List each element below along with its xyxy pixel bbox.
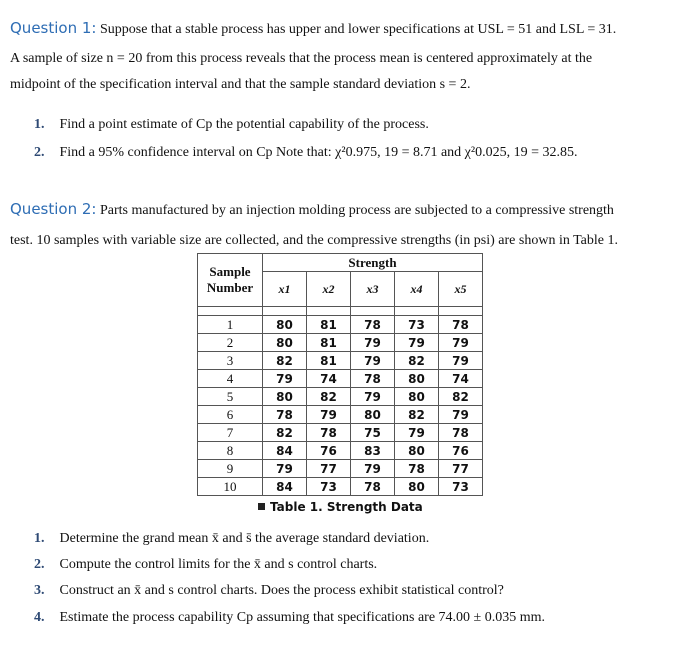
item-text: Determine the grand mean x̄ and s̄ the average standard deviation. [59, 531, 430, 546]
table-row [198, 370, 483, 388]
strength-value-cell: 76 [439, 442, 483, 460]
question2-item-3 [34, 583, 504, 599]
question2-item-1 [34, 531, 429, 547]
item-text: Compute the control limits for the x̄ and s control charts. [59, 557, 378, 572]
strength-value-cell: 82 [395, 406, 439, 424]
strength-value-cell: 83 [351, 442, 395, 460]
sample-number-cell: 2 [198, 334, 263, 352]
strength-value-cell: 84 [263, 442, 307, 460]
strength-value-cell: 79 [439, 406, 483, 424]
strength-value-cell: 82 [263, 424, 307, 442]
column-header-x3: x3 [351, 272, 395, 307]
spacer-cell [307, 307, 351, 316]
column-header-x1: x1 [263, 272, 307, 307]
strength-value-cell: 78 [307, 424, 351, 442]
sample-number-cell: 1 [198, 316, 263, 334]
strength-value-cell: 82 [439, 388, 483, 406]
strength-value-cell: 75 [351, 424, 395, 442]
strength-value-cell: 80 [395, 442, 439, 460]
strength-value-cell: 79 [395, 424, 439, 442]
sample-number-cell: 8 [198, 442, 263, 460]
strength-value-cell: 80 [263, 316, 307, 334]
question1-line1: Suppose that a stable process has upper and lower specifications at USL = 51 and LSL = 31. [99, 22, 617, 37]
item-number: 2. [34, 557, 45, 572]
strength-value-cell: 78 [351, 370, 395, 388]
table-row [198, 316, 483, 334]
spacer-cell [198, 307, 263, 316]
sample-number-cell: 5 [198, 388, 263, 406]
item-text: Find a 95% confidence interval on Cp Note that: χ²0.975, 19 = 8.71 and χ²0.025, 19 = 32.85. [59, 145, 578, 160]
table-caption [258, 500, 423, 514]
table-row [198, 478, 483, 496]
table-row [198, 424, 483, 442]
question2-item-4 [34, 610, 545, 626]
square-bullet-icon [258, 503, 265, 510]
strength-value-cell: 73 [307, 478, 351, 496]
column-header-x5: x5 [439, 272, 483, 307]
question1-line3: midpoint of the specification interval and that the sample standard deviation s = 2. [10, 77, 471, 92]
strength-header: Strength [263, 254, 483, 272]
caption-text: Table 1. Strength Data [270, 500, 423, 514]
strength-value-cell: 78 [395, 460, 439, 478]
item-number: 1. [34, 531, 45, 546]
strength-value-cell: 78 [439, 424, 483, 442]
item-text: Find a point estimate of Cp the potential capability of the process. [59, 117, 429, 132]
strength-value-cell: 77 [439, 460, 483, 478]
question1-title: Question 1: [10, 19, 97, 37]
strength-value-cell: 79 [263, 370, 307, 388]
item-number: 1. [34, 117, 45, 132]
item-number: 3. [34, 583, 45, 598]
strength-value-cell: 80 [395, 478, 439, 496]
sample-number-header: Sample Number [198, 254, 263, 307]
question1-item-2 [34, 145, 577, 161]
strength-value-cell: 84 [263, 478, 307, 496]
strength-value-cell: 73 [439, 478, 483, 496]
strength-value-cell: 79 [439, 334, 483, 352]
sample-number-cell: 4 [198, 370, 263, 388]
strength-value-cell: 77 [307, 460, 351, 478]
spacer-cell [263, 307, 307, 316]
question2-title: Question 2: [10, 200, 97, 218]
question2-line2: test. 10 samples with variable size are collected, and the compressive strengths (in psi) are shown in Table 1. [10, 233, 618, 248]
sample-number-cell: 10 [198, 478, 263, 496]
sample-number-cell: 3 [198, 352, 263, 370]
table-row [198, 352, 483, 370]
strength-value-cell: 80 [395, 370, 439, 388]
strength-value-cell: 80 [263, 334, 307, 352]
table-row [198, 334, 483, 352]
strength-value-cell: 79 [351, 334, 395, 352]
sample-number-cell: 6 [198, 406, 263, 424]
strength-value-cell: 74 [307, 370, 351, 388]
question1-line2: A sample of size n = 20 from this process reveals that the process mean is centered approximately at the [10, 51, 593, 66]
strength-table [197, 253, 483, 496]
spacer-cell [351, 307, 395, 316]
spacer-cell [439, 307, 483, 316]
sample-number-cell: 9 [198, 460, 263, 478]
column-header-x4: x4 [395, 272, 439, 307]
item-number: 2. [34, 145, 45, 160]
question2-intro [10, 200, 614, 220]
question2-item-2 [34, 557, 377, 573]
sample-number-cell: 7 [198, 424, 263, 442]
table-body [198, 307, 483, 496]
question1-intro [10, 19, 616, 39]
strength-value-cell: 76 [307, 442, 351, 460]
table-row [198, 460, 483, 478]
strength-value-cell: 79 [439, 352, 483, 370]
item-number: 4. [34, 610, 45, 625]
table-row [198, 388, 483, 406]
item-text: Estimate the process capability Cp assuming that specifications are 74.00 ± 0.035 mm. [59, 610, 546, 625]
question2-line1: Parts manufactured by an injection molding process are subjected to a compressive strength [99, 203, 614, 218]
table-spacer-row [198, 307, 483, 316]
strength-value-cell: 78 [439, 316, 483, 334]
strength-value-cell: 78 [351, 478, 395, 496]
strength-value-cell: 81 [307, 316, 351, 334]
table-row [198, 442, 483, 460]
strength-value-cell: 74 [439, 370, 483, 388]
strength-value-cell: 79 [307, 406, 351, 424]
strength-value-cell: 73 [395, 316, 439, 334]
strength-value-cell: 80 [351, 406, 395, 424]
question1-item-1 [34, 117, 429, 133]
table-row [198, 406, 483, 424]
strength-value-cell: 78 [263, 406, 307, 424]
strength-value-cell: 79 [395, 334, 439, 352]
strength-value-cell: 80 [395, 388, 439, 406]
strength-value-cell: 81 [307, 334, 351, 352]
strength-value-cell: 78 [351, 316, 395, 334]
strength-value-cell: 79 [351, 352, 395, 370]
strength-value-cell: 79 [351, 388, 395, 406]
strength-value-cell: 79 [263, 460, 307, 478]
strength-value-cell: 82 [307, 388, 351, 406]
strength-value-cell: 82 [395, 352, 439, 370]
column-header-x2: x2 [307, 272, 351, 307]
strength-value-cell: 82 [263, 352, 307, 370]
strength-value-cell: 79 [351, 460, 395, 478]
spacer-cell [395, 307, 439, 316]
strength-value-cell: 80 [263, 388, 307, 406]
item-text: Construct an x̄ and s control charts. Does the process exhibit statistical control? [59, 583, 504, 598]
strength-value-cell: 81 [307, 352, 351, 370]
